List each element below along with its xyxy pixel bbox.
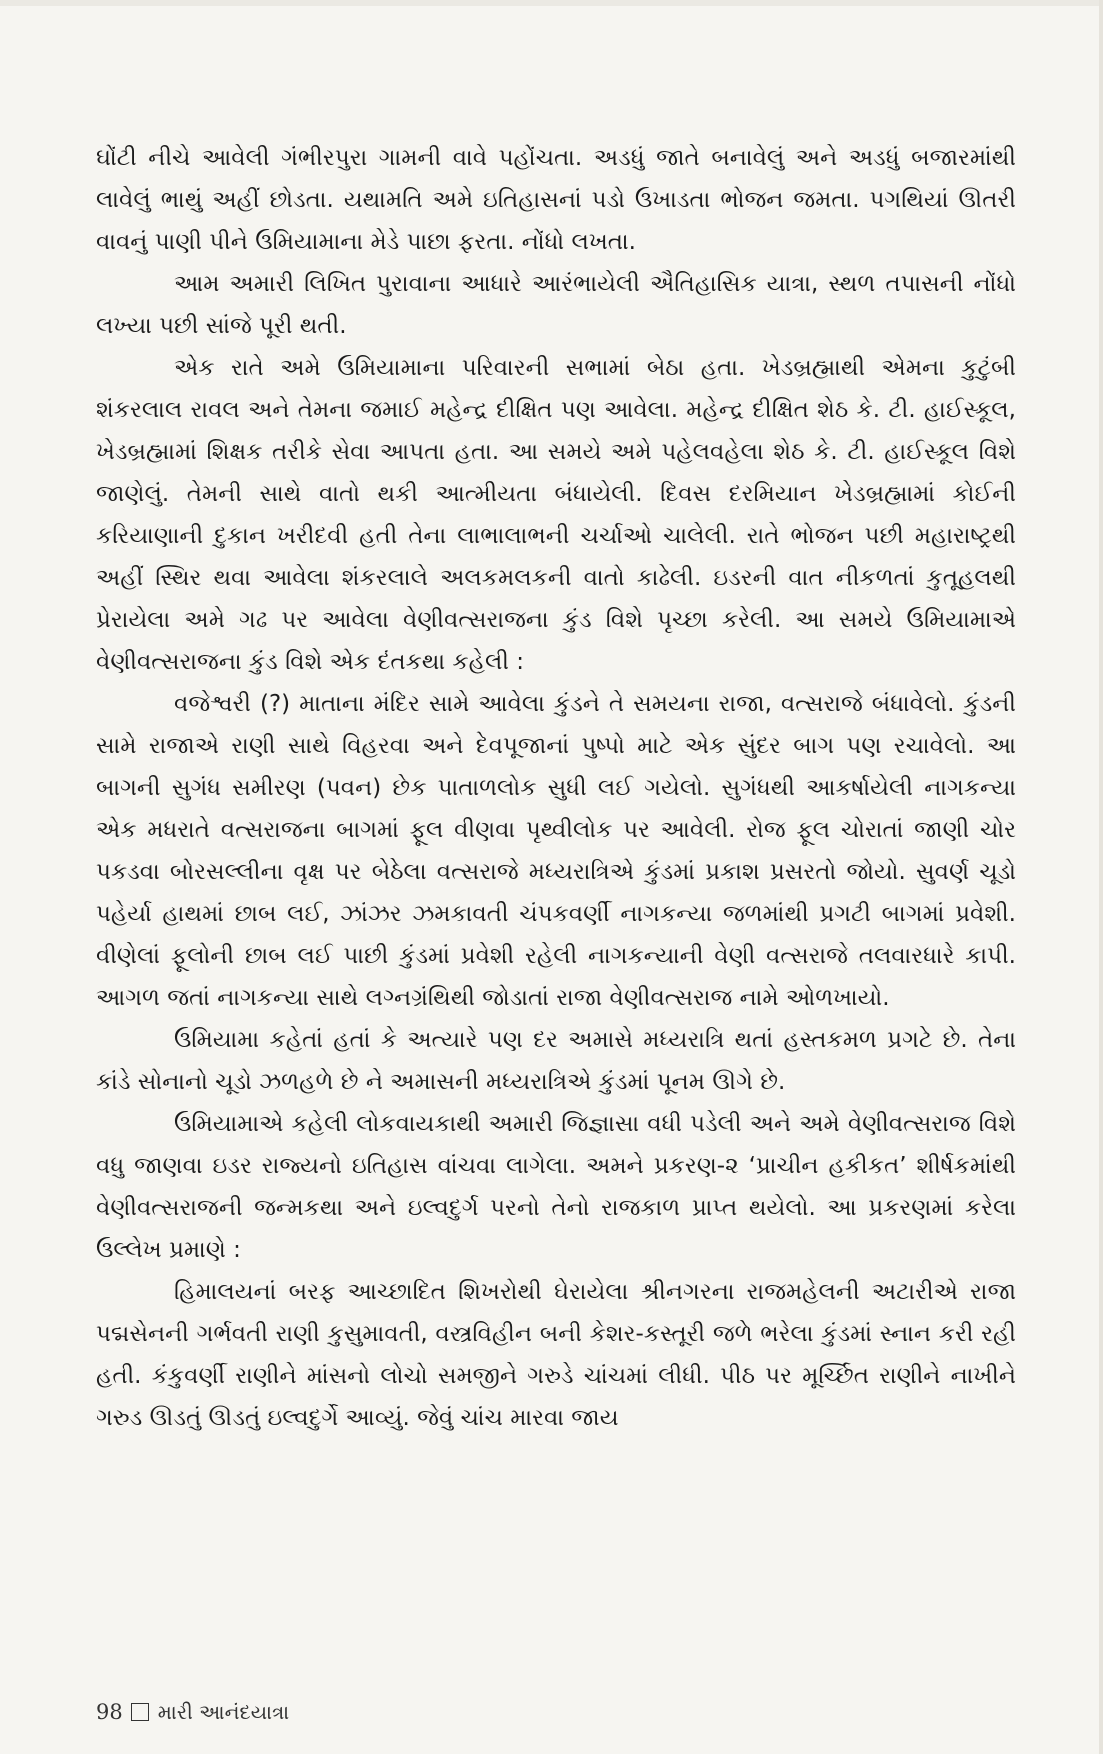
body-text — [96, 137, 1016, 1439]
paragraph-1: ઘોંટી નીચે આવેલી ગંભીરપુરા ગામની વાવે પહોંચતા. અડધું જાતે બનાવેલું અને અડધું બજારમાંથી લાવેલું ભાથું અહીં છોડતા. યથામતિ અમે ઇતિહાસનાં પડો ઉખાડતા ભોજન જમતા. પગથિયાં ઊતરી વાવનું પાણી પીને ઉમિયામાના મેડે પાછા ફરતા. નોંધો લખતા. — [96, 145, 1016, 255]
paragraph-3: એક રાતે અમે ઉમિયામાના પરિવારની સભામાં બેઠા હતા. ખેડબ્રહ્માથી એમના કુટુંબી શંકરલાલ રાવલ અને તેમના જમાઈ મહેન્દ્ર દીક્ષિત પણ આવેલા. મહેન્દ્ર દીક્ષિત શેઠ કે. ટી. હાઈસ્કૂલ, ખેડબ્રહ્મામાં શિક્ષક તરીકે સેવા આપતા હતા. આ સમયે અમે પહેલવહેલા શેઠ કે. ટી. હાઈસ્કૂલ વિશે જાણેલું. તેમની સાથે વાતો થકી આત્મીયતા બંધાયેલી. દિવસ દરમિયાન ખેડબ્રહ્મામાં કોઈની કરિયાણાની દુકાન ખરીદવી હતી તેના લાભાલાભની ચર્ચાઓ ચાલેલી. રાતે ભોજન પછી મહારાષ્ટ્રથી અહીં સ્થિર થવા આવેલા શંકરલાલે અલકમલકની વાતો કાઢેલી. ઇડરની વાત નીકળતાં કુતૂહલથી પ્રેરાયેલા અમે ગઢ પર આવેલા વેણીવત્સરાજના કુંડ વિશે પૃચ્છા કરેલી. આ સમયે ઉમિયામાએ વેણીવત્સરાજના કુંડ વિશે એક દંતકથા કહેલી : — [96, 355, 1016, 675]
book-title: મારી આનંદયાત્રા — [157, 1700, 290, 1724]
paragraph-4: વજેશ્વરી (?) માતાના મંદિર સામે આવેલા કુંડને તે સમયના રાજા, વત્સરાજે બંધાવેલો. કુંડની સામે રાજાએ રાણી સાથે વિહરવા અને દેવપૂજાનાં પુષ્પો માટે એક સુંદર બાગ પણ રચાવેલો. આ બાગની સુગંધ સમીરણ (પવન) છેક પાતાળલોક સુધી લઈ ગયેલો. સુગંધથી આકર્ષાયેલી નાગકન્યા એક મધરાતે વત્સરાજના બાગમાં ફૂલ વીણવા પૃથ્વીલોક પર આવેલી. રોજ ફૂલ ચોરાતાં જાણી ચોર પકડવા બોરસલ્લીના વૃક્ષ પર બેઠેલા વત્સરાજે મધ્યરાત્રિએ કુંડમાં પ્રકાશ પ્રસરતો જોયો. સુવર્ણ ચૂડો પહેર્યા હાથમાં છાબ લઈ, ઝાંઝર ઝમકાવતી ચંપકવર્ણી નાગકન્યા જળમાંથી પ્રગટી બાગમાં પ્રવેશી. વીણેલાં ફૂલોની છાબ લઈ પાછી કુંડમાં પ્રવેશી રહેલી નાગકન્યાની વેણી વત્સરાજે તલવારધારે કાપી. આગળ જતાં નાગકન્યા સાથે લગ્નગ્રંથિથી જોડાતાં રાજા વેણીવત્સરાજ નામે ઓળખાયો. — [96, 691, 1016, 1011]
page-number: 98 — [96, 1700, 123, 1724]
paragraph-2: આમ અમારી લિખિત પુરાવાના આધારે આરંભાયેલી ઐતિહાસિક યાત્રા, સ્થળ તપાસની નોંધો લખ્યા પછી સાંજે પૂરી થતી. — [96, 271, 1016, 339]
square-icon — [131, 1703, 149, 1721]
page-footer — [96, 1697, 289, 1727]
paragraph-7: હિમાલયનાં બરફ આચ્છાદિત શિખરોથી ઘેરાયેલા શ્રીનગરના રાજમહેલની અટારીએ રાજા પદ્મસેનની ગર્ભવતી રાણી કુસુમાવતી, વસ્ત્રવિહીન બની કેશર-કસ્તૂરી જળે ભરેલા કુંડમાં સ્નાન કરી રહી હતી. કંકુવર્ણી રાણીને માંસનો લોચો સમજીને ગરુડે ચાંચમાં લીધી. પીઠ પર મૂર્ચ્છિત રાણીને નાખીને ગરુડ ઊડતું ઊડતું ઇલ્વદુર્ગે આવ્યું. જેવું ચાંચ મારવા જાય — [96, 1279, 1016, 1431]
page-top-edge — [0, 0, 1103, 6]
paragraph-6: ઉમિયામાએ કહેલી લોકવાયકાથી અમારી જિજ્ઞાસા વધી પડેલી અને અમે વેણીવત્સરાજ વિશે વધુ જાણવા ઇડર રાજ્યનો ઇતિહાસ વાંચવા લાગેલા. અમને પ્રકરણ-૨ ‘પ્રાચીન હકીકત’ શીર્ષકમાંથી વેણીવત્સરાજની જન્મકથા અને ઇલ્વદુર્ગ પરનો તેનો રાજકાળ પ્રાપ્ત થયેલો. આ પ્રકરણમાં કરેલા ઉલ્લેખ પ્રમાણે : — [96, 1111, 1016, 1263]
page-right-edge — [1099, 0, 1103, 1754]
paragraph-5: ઉમિયામા કહેતાં હતાં કે અત્યારે પણ દર અમાસે મધ્યરાત્રિ થતાં હસ્તકમળ પ્રગટે છે. તેના કાંડે સોનાનો ચૂડો ઝળહળે છે ને અમાસની મધ્યરાત્રિએ કુંડમાં પૂનમ ઊગે છે. — [96, 1027, 1016, 1095]
